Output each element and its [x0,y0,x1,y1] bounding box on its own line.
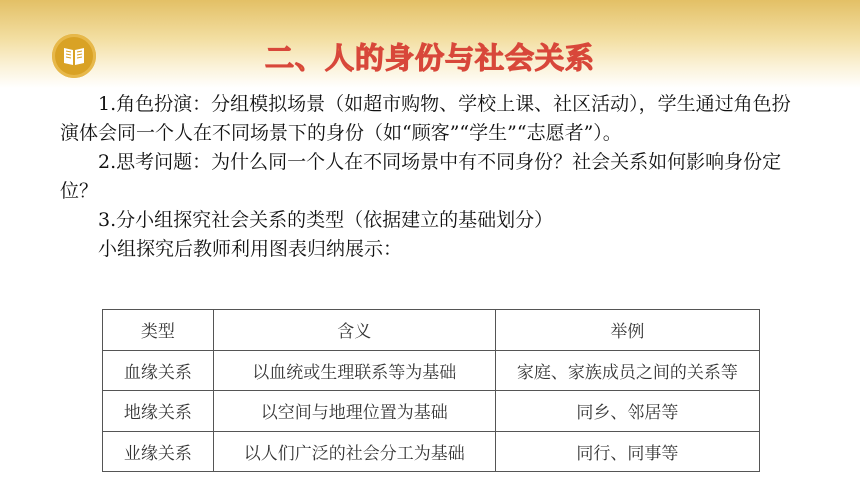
table-cell-type: 业缘关系 [103,431,214,472]
social-relations-table [102,309,760,472]
table-cell-type: 地缘关系 [103,391,214,432]
table-cell-example: 家庭、家族成员之间的关系等 [495,350,759,391]
table-row [103,391,760,432]
table-cell-meaning: 以血统或生理联系等为基础 [213,350,495,391]
table-row [103,350,760,391]
table-header-meaning: 含义 [213,310,495,351]
paragraph-think-question: 2.思考问题：为什么同一个人在不同场景中有不同身份？社会关系如何影响身份定位？ [60,151,782,202]
table-cell-example: 同乡、邻居等 [495,391,759,432]
table-header-type: 类型 [103,310,214,351]
logo-badge [52,34,96,78]
open-book-icon [62,45,86,67]
paragraph-teacher-summary: 小组探究后教师利用图表归纳展示： [98,238,403,260]
lesson-content [60,90,800,264]
page-title: 二、人的身份与社会关系 [264,41,595,75]
table-cell-meaning: 以空间与地理位置为基础 [213,391,495,432]
paragraph-group-explore: 3.分小组探究社会关系的类型（依据建立的基础划分） [98,209,554,231]
table-cell-meaning: 以人们广泛的社会分工为基础 [213,431,495,472]
table-cell-type: 血缘关系 [103,350,214,391]
table-header-example: 举例 [495,310,759,351]
paragraph-role-play: 1.角色扮演：分组模拟场景（如超市购物、学校上课、社区活动），学生通过角色扮演体会同一个人在不同场景下的身份（如“顾客”“学生”“志愿者”）。 [60,93,791,144]
table-header-row [103,310,760,351]
table-cell-example: 同行、同事等 [495,431,759,472]
table-row [103,431,760,472]
